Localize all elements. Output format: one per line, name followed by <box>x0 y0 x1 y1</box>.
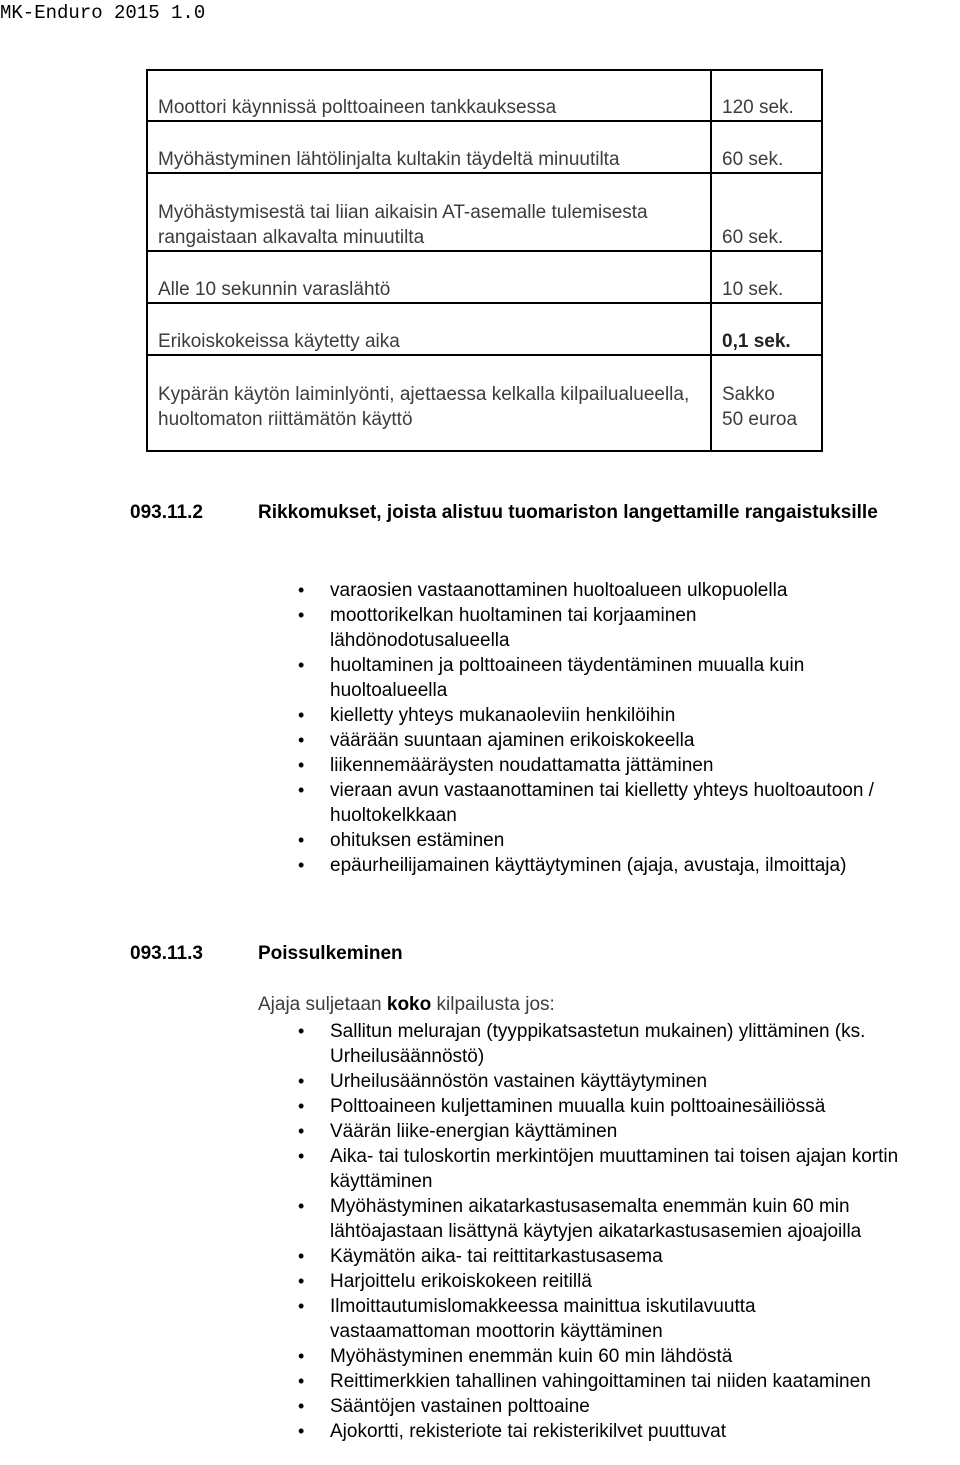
table-cell-description: Myöhästyminen lähtölinjalta kultakin täydeltä minuutilta <box>147 121 711 173</box>
list-item: • huoltaminen ja polttoaineen täydentäminen muualla kuin huoltoalueella <box>330 653 890 703</box>
list-item: • Käymätön aika- tai reittitarkastusasema <box>330 1244 955 1269</box>
table-cell-value: 120 sek. <box>711 70 822 121</box>
list-item: • Sääntöjen vastainen polttoaine <box>330 1394 955 1419</box>
list-item: • Väärän liike-energian käyttäminen <box>330 1119 955 1144</box>
table-cell-value <box>711 355 822 451</box>
list-item: • Ajokortti, rekisteriote tai rekisterikilvet puuttuvat <box>330 1419 955 1444</box>
fine-amount: 50 euroa <box>722 409 798 430</box>
table-cell-description <box>147 355 711 451</box>
list-item: • ohituksen estäminen <box>330 828 955 853</box>
table-row <box>147 355 822 451</box>
list-item: • varaosien vastaanottaminen huoltoalueen ulkopuolella <box>330 578 955 603</box>
fine-label: Sakko <box>722 384 775 405</box>
penalty-table <box>146 69 823 452</box>
list-item: • vieraan avun vastaanottaminen tai kielletty yhteys huoltoautoon / huoltokelkkaan <box>330 778 955 828</box>
list-item: • Polttoaineen kuljettaminen muualla kuin polttoainesäiliössä <box>330 1094 955 1119</box>
list-item: • liikennemääräysten noudattamatta jättäminen <box>330 753 955 778</box>
list-item: • Sallitun melurajan (tyyppikatsastetun mukainen) ylittäminen (ks. Urheilusäännöstö) <box>330 1019 955 1069</box>
list-item: • kielletty yhteys mukanaoleviin henkilöihin <box>330 703 955 728</box>
section-number: 093.11.3 <box>130 943 203 964</box>
list-item: • Myöhästyminen enemmän kuin 60 min lähdöstä <box>330 1344 955 1369</box>
section-title: Poissulkeminen <box>258 943 403 964</box>
table-row <box>147 121 822 173</box>
table-cell-description: Alle 10 sekunnin varaslähtö <box>147 251 711 303</box>
list-item: • moottorikelkan huoltaminen tai korjaaminen lähdönodotusalueella <box>330 603 770 653</box>
list-item: • Ilmoittautumislomakkeessa mainittua iskutilavuutta vastaamattoman moottorin käyttäminen <box>330 1294 830 1344</box>
list-item: • Myöhästyminen aikatarkastusasemalta enemmän kuin 60 min lähtöajastaan lisättynä käytyjen aikatarkastusasemien ajoajoilla <box>330 1194 955 1244</box>
table-cell-description-text: Kypärän käytön laiminlyönti, ajettaessa kelkalla kilpailualueella, huoltomaton riittämätön käyttö <box>158 384 690 430</box>
table-cell-description: Moottori käynnissä polttoaineen tankkauksessa <box>147 70 711 121</box>
table-row <box>147 251 822 303</box>
table-cell-description: Erikoiskokeissa käytetty aika <box>147 303 711 355</box>
table-cell-value: 10 sek. <box>711 251 822 303</box>
table-row <box>147 303 822 355</box>
intro-text: Ajaja suljetaan <box>258 994 387 1015</box>
table-cell-value: 60 sek. <box>711 121 822 173</box>
section-number: 093.11.2 <box>130 502 203 523</box>
table-cell-value: 60 sek. <box>711 173 822 251</box>
intro-text-end: kilpailusta jos: <box>431 994 555 1015</box>
document-header: MK-Enduro 2015 1.0 <box>0 2 206 24</box>
table-cell-value: 0,1 sek. <box>711 303 822 355</box>
exclusion-list <box>330 1019 955 1444</box>
table-row <box>147 70 822 121</box>
section-intro <box>258 994 555 1016</box>
violations-list <box>330 578 955 878</box>
table-cell-description: Myöhästymisestä tai liian aikaisin AT-asemalle tulemisesta rangaistaan alkavalta minuutilta <box>147 173 711 251</box>
section-title: Rikkomukset, joista alistuu tuomariston langettamille rangaistuksille <box>258 502 878 523</box>
list-item: • Aika- tai tuloskortin merkintöjen muuttaminen tai toisen ajajan kortin käyttäminen <box>330 1144 955 1194</box>
list-item: • väärään suuntaan ajaminen erikoiskokeella <box>330 728 955 753</box>
list-item: • Reittimerkkien tahallinen vahingoittaminen tai niiden kaataminen <box>330 1369 955 1394</box>
intro-emphasis: koko <box>386 994 432 1015</box>
list-item: • Urheilusäännöstön vastainen käyttäytyminen <box>330 1069 955 1094</box>
list-item: • Harjoittelu erikoiskokeen reitillä <box>330 1269 955 1294</box>
list-item: • epäurheilijamainen käyttäytyminen (ajaja, avustaja, ilmoittaja) <box>330 853 955 878</box>
table-row <box>147 173 822 251</box>
